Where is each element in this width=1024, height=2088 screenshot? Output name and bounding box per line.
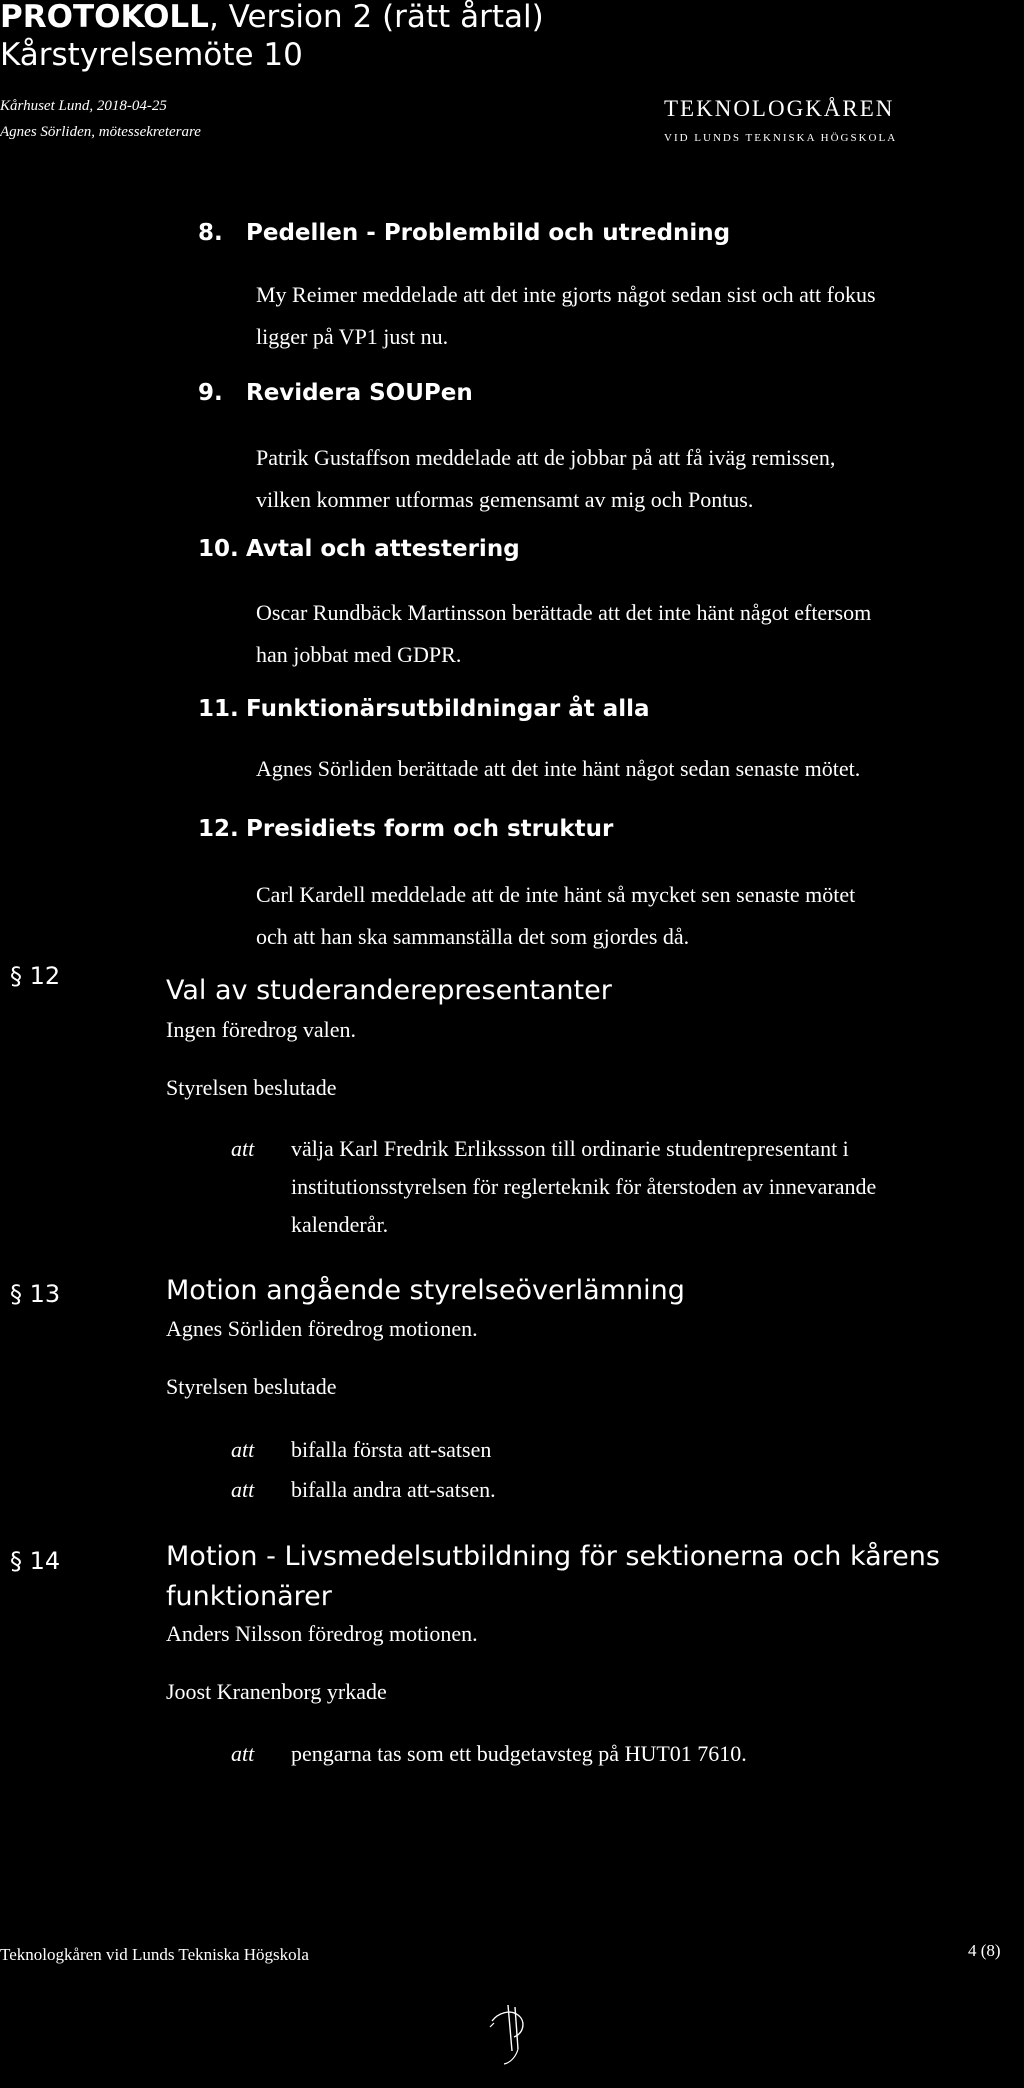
document-subtitle: Kårstyrelsemöte 10	[0, 37, 303, 73]
secretary-line: Agnes Sörliden, mötessekreterare	[0, 124, 201, 140]
item-text: Carl Kardell meddelade att de inte hänt så mycket sen senaste mötet och att han ska sammanställa det som gjordes då.	[256, 882, 856, 949]
item-text: Oscar Rundbäck Martinsson berättade att det inte hänt något eftersom han jobbat med GDPR.	[256, 600, 872, 667]
item-text: Patrik Gustaffson meddelade att de jobbar på att få iväg remissen, vilken kommer utformas gemensamt av mig och Pontus.	[256, 445, 836, 512]
paragraph-heading: Motion angående styrelseöverlämning	[166, 1275, 685, 1306]
decision-line: Styrelsen beslutade	[166, 1374, 337, 1399]
meeting-place-date: Kårhuset Lund, 2018-04-25	[0, 98, 167, 114]
paragraph-number: § 12	[10, 962, 61, 990]
paragraph-intro: Agnes Sörliden föredrog motionen.	[166, 1316, 478, 1341]
signature-initials	[488, 1993, 538, 2065]
item-heading: 9. Revidera SOUPen	[198, 380, 473, 406]
paragraph-heading: Val av studeranderepresentanter	[166, 975, 612, 1006]
organization-subtitle: VID LUNDS TEKNISKA HÖGSKOLA	[664, 132, 898, 144]
paragraph-intro: Anders Nilsson föredrog motionen.	[166, 1621, 478, 1646]
paragraph-intro: Ingen föredrog valen.	[166, 1017, 356, 1042]
item-heading: 11. Funktionärsutbildningar åt alla	[198, 696, 650, 722]
decision-line: Joost Kranenborg yrkade	[166, 1679, 387, 1704]
item-text: Agnes Sörliden berättade att det inte hänt något sedan senaste mötet.	[256, 756, 861, 781]
paragraph-number: § 13	[10, 1280, 61, 1308]
paragraph-number: § 14	[10, 1547, 61, 1575]
item-heading: 12. Presidiets form och struktur	[198, 816, 614, 842]
decision-line: Styrelsen beslutade	[166, 1075, 337, 1100]
organization-name: TEKNOLOGKÅREN	[664, 96, 895, 121]
item-heading: 10. Avtal och attestering	[198, 536, 520, 562]
item-text: My Reimer meddelade att det inte gjorts något sedan sist och att fokus ligger på VP1 just nu.	[256, 282, 876, 349]
page-number: 4 (8)	[968, 1941, 1001, 1960]
item-heading: 8. Pedellen - Problembild och utredning	[198, 220, 731, 246]
footer-organization: Teknologkåren vid Lunds Tekniska Högskola	[0, 1945, 309, 1964]
paragraph-heading: Motion - Livsmedelsutbildning för sektionerna och kårens funktionärer	[166, 1541, 940, 1612]
document-title: PROTOKOLL, Version 2 (rätt årtal)	[0, 0, 544, 35]
